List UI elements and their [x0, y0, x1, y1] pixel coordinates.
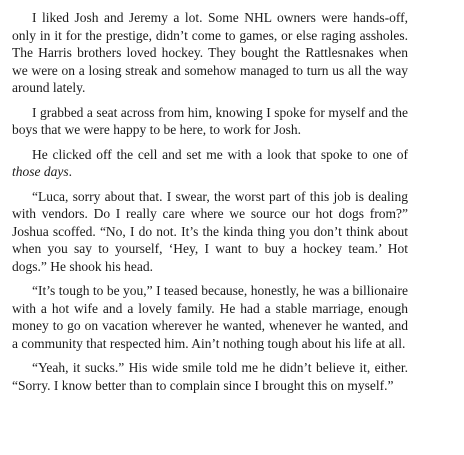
paragraph-3-text: He clicked off the cell and set me with a look that spoke to one of: [32, 146, 408, 162]
book-page: [12, 9, 408, 394]
paragraph-3: [12, 146, 408, 181]
paragraph-2: I grabbed a seat across from him, knowing I spoke for myself and the boys that we were happy to be here, to work for Josh.: [12, 104, 408, 137]
paragraph-1: I liked Josh and Jeremy a lot. Some NHL owners were hands-off, only in it for the prestige, didn’t come to games, or else raging assholes. The Harris brothers loved hockey. They bought the Rattlesnakes when we were on a losing streak and somehow managed to turn us all the way around lately.: [12, 10, 408, 95]
paragraph-3-emphasis: those days: [12, 164, 69, 179]
paragraph-3-end: .: [68, 164, 72, 179]
paragraph-4: “Luca, sorry about that. I swear, the worst part of this job is dealing with vendors. Do I really care where we source our hot dogs from?” Joshua scoffed. “No, I do not. It’s the kinda thing you don’t think about when you say to yourself, ‘Hey, I want to buy a hockey team.’ Hot dogs.” He shook his head.: [12, 188, 408, 274]
paragraph-5: “It’s tough to be you,” I teased because, honestly, he was a billionaire with a hot wife and a lovely family. He had a stable marriage, enough money to go on vacation wherever he wanted, whenever he wanted, and a community that respected him. Ain’t nothing tough about his life at all.: [12, 283, 408, 351]
paragraph-6: “Yeah, it sucks.” His wide smile told me he didn’t believe it, either. “Sorry. I know better than to complain since I brought this on myself.”: [12, 360, 408, 393]
